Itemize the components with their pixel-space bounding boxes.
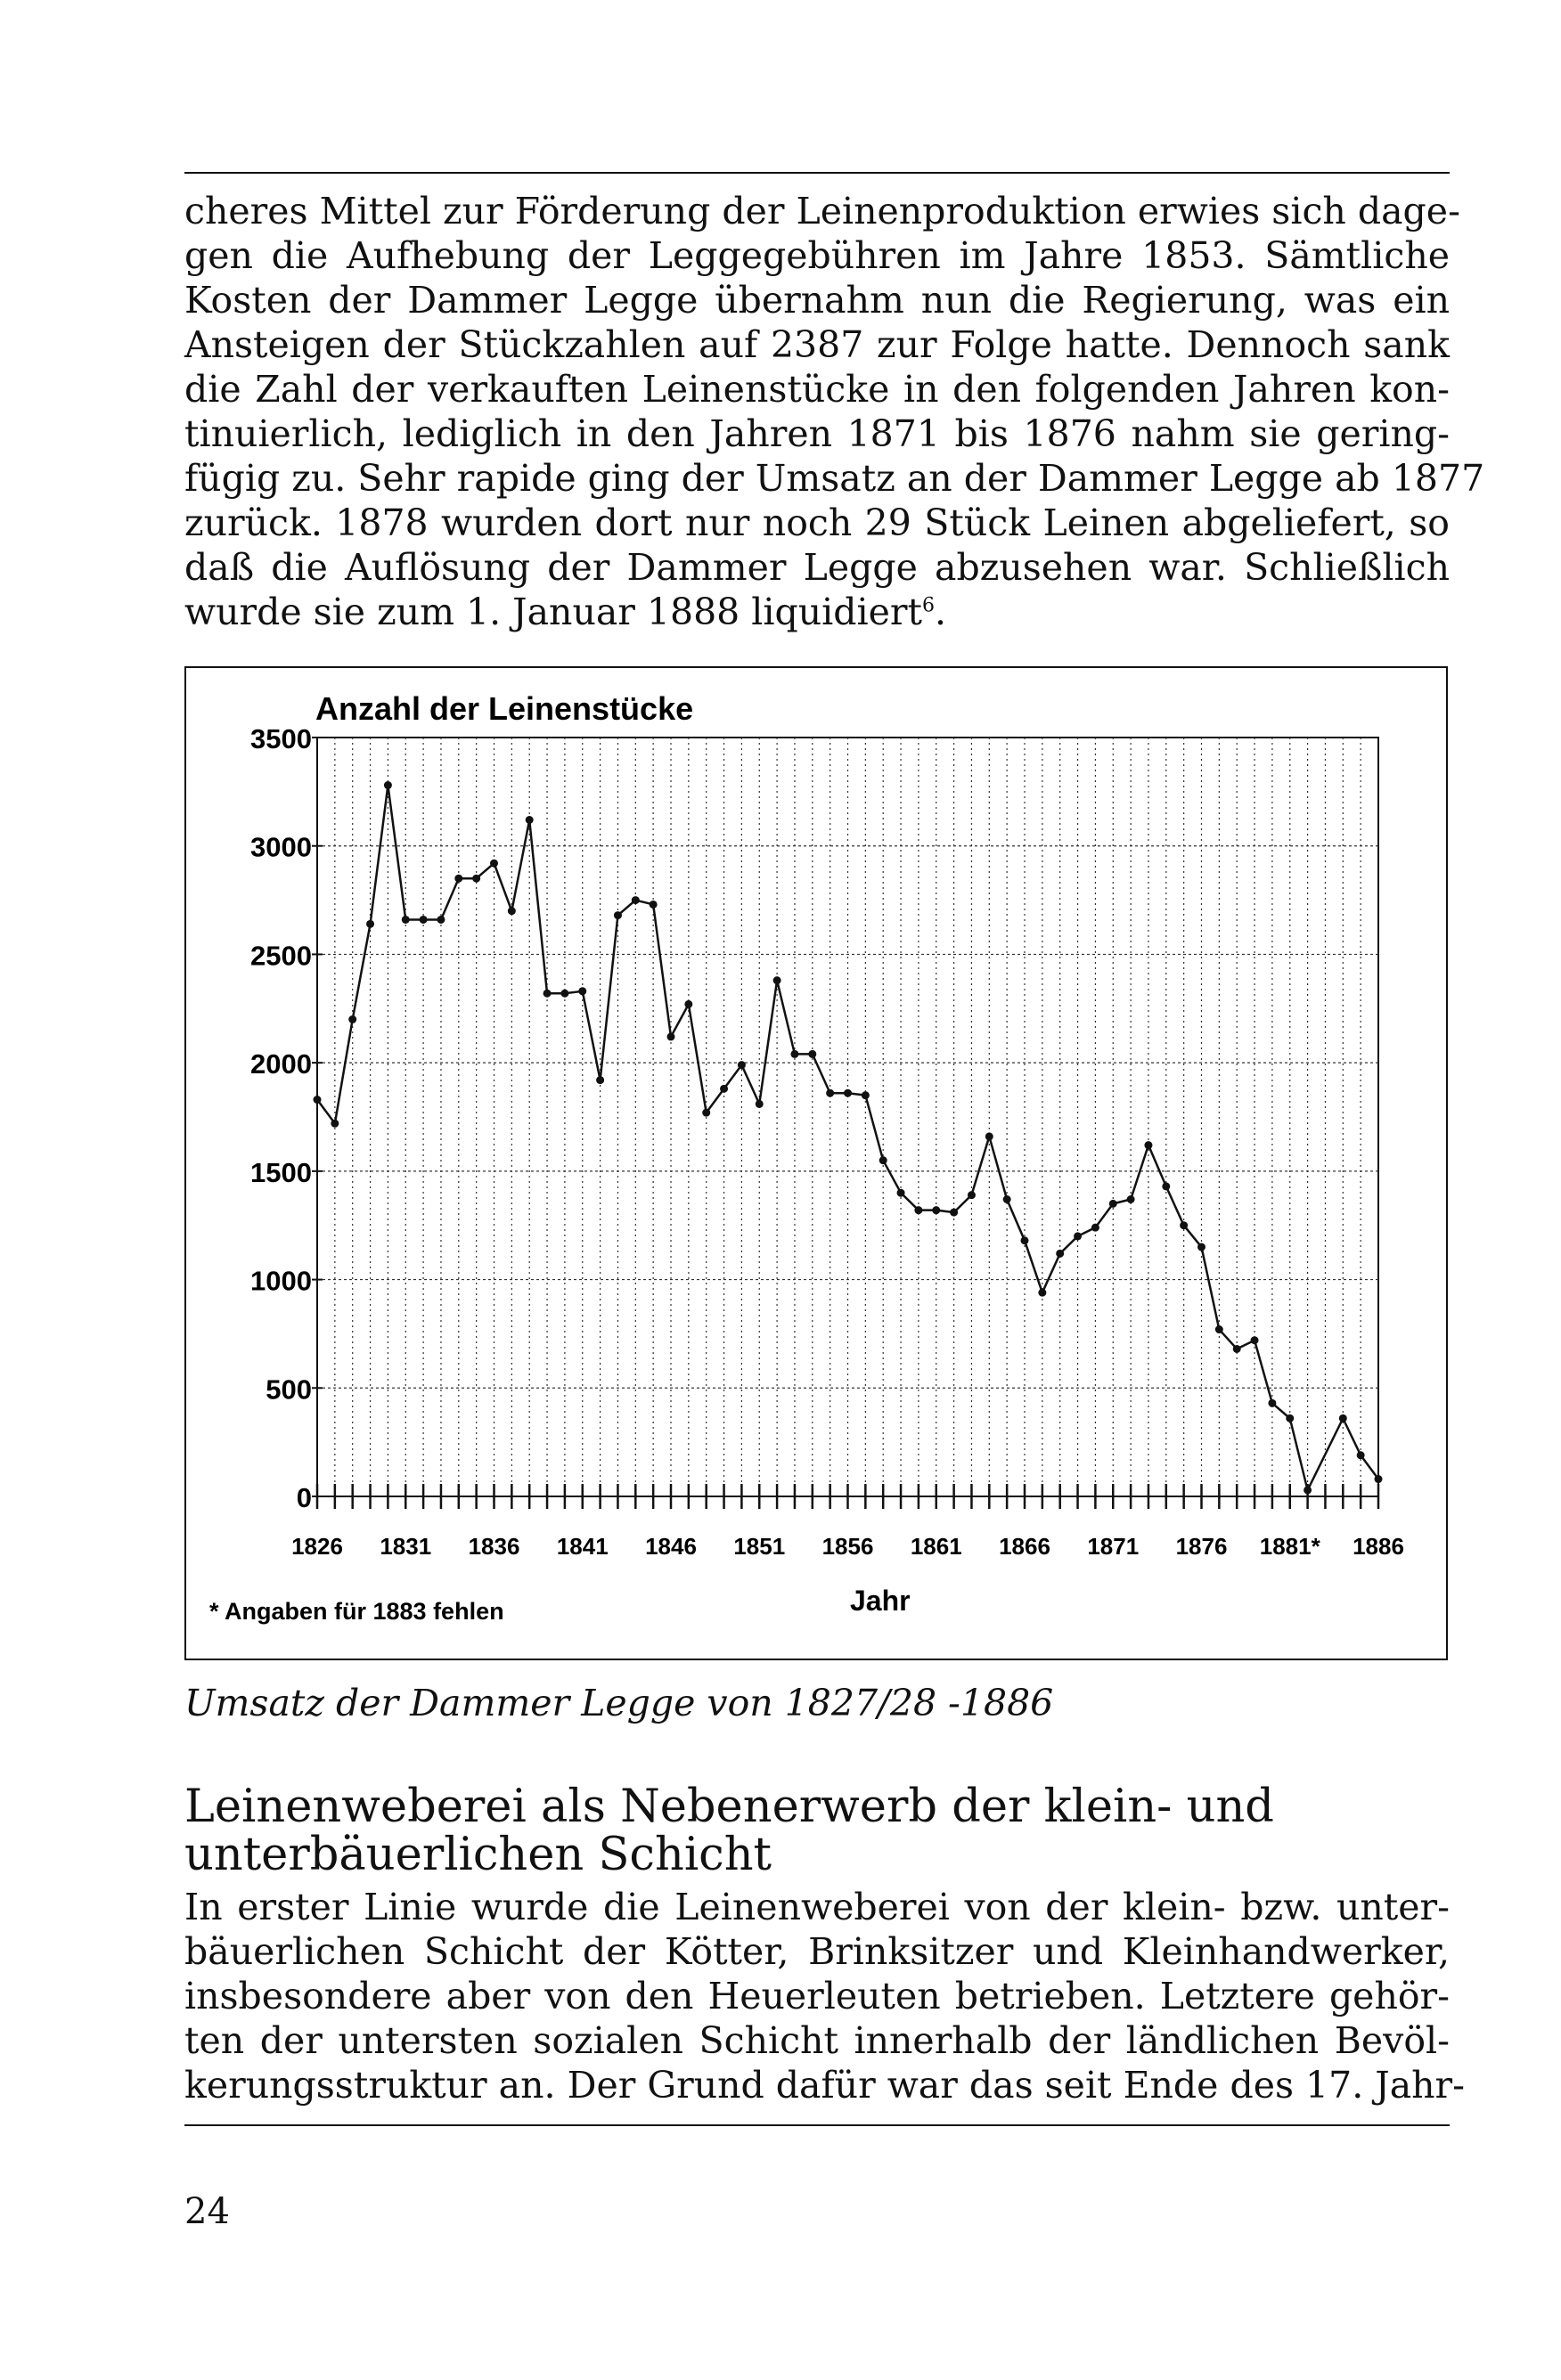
- x-tick-label: 1841: [556, 1533, 609, 1560]
- text-line: cheres Mittel zur Förderung der Leinenproduktion erwies sich dage-: [184, 190, 1460, 232]
- data-point: [596, 1076, 604, 1084]
- x-axis-label: Jahr: [850, 1585, 911, 1617]
- page-number: 24: [184, 2191, 230, 2232]
- data-point: [950, 1209, 958, 1217]
- data-point: [1109, 1200, 1117, 1208]
- data-point: [402, 916, 410, 924]
- x-tick-label: 1886: [1353, 1533, 1404, 1560]
- text-line: tinuierlich, lediglich in den Jahren 1871 bis 1876 nahm sie gering-: [184, 412, 1450, 455]
- text-line: Ansteigen der Stückzahlen auf 2387 zur Folge hatte. Dennoch sank: [184, 323, 1450, 366]
- data-point: [1180, 1221, 1188, 1229]
- x-tick-label: 1876: [1175, 1533, 1228, 1560]
- data-point: [756, 1100, 764, 1108]
- x-tick-label: 1826: [291, 1533, 343, 1560]
- data-point: [650, 901, 658, 909]
- data-point: [897, 1189, 905, 1197]
- figure-caption: Umsatz der Dammer Legge von 1827/28 -1886: [184, 1682, 1054, 1724]
- text-line: die Zahl der verkauften Leinenstücke in den folgenden Jahren kon-: [184, 368, 1450, 411]
- data-point: [1056, 1250, 1064, 1258]
- x-tick-label: 1861: [910, 1533, 962, 1560]
- text-line: Kosten der Dammer Legge übernahm nun die Regierung, was ein: [184, 279, 1450, 322]
- data-point: [1304, 1486, 1312, 1494]
- data-point: [1268, 1399, 1276, 1407]
- text-line: zurück. 1878 wurden dort nur noch 29 Stück Leinen abgeliefert, so: [184, 501, 1450, 544]
- data-point: [437, 916, 445, 924]
- data-point: [1357, 1451, 1365, 1459]
- heading-line: unterbäuerlichen Schicht: [184, 1829, 772, 1881]
- data-point: [1251, 1336, 1259, 1344]
- data-point: [314, 1096, 322, 1104]
- x-tick-label: 1881*: [1259, 1533, 1320, 1560]
- data-point: [490, 860, 498, 868]
- data-point: [472, 875, 480, 883]
- chart-title: Anzahl der Leinenstücke: [315, 690, 694, 727]
- data-point: [1197, 1243, 1205, 1251]
- text-line: ten der untersten sozialen Schicht innerhalb der ländlichen Bevöl-: [184, 2019, 1450, 2062]
- data-point: [790, 1050, 798, 1058]
- x-tick-label: 1836: [468, 1533, 520, 1560]
- data-point: [826, 1089, 834, 1097]
- x-tick-label: 1846: [645, 1533, 697, 1560]
- data-point: [1144, 1141, 1152, 1149]
- bottom-rule: [184, 2124, 1450, 2126]
- data-point: [932, 1206, 940, 1214]
- text-line: bäuerlichen Schicht der Kötter, Brinksitzer und Kleinhandwerker,: [184, 1930, 1450, 1973]
- data-point: [384, 781, 392, 789]
- x-tick-label: 1856: [821, 1533, 874, 1560]
- chart-note: * Angaben für 1883 fehlen: [209, 1598, 504, 1625]
- bottom-paragraph: [184, 1885, 1466, 2107]
- data-point: [1021, 1236, 1029, 1244]
- y-tick-label: 3500: [250, 723, 312, 754]
- x-tick-label: 1871: [1087, 1533, 1140, 1560]
- data-point: [879, 1156, 887, 1164]
- y-tick-label: 0: [296, 1482, 312, 1513]
- line-chart: [186, 668, 1446, 1659]
- data-point: [614, 911, 622, 919]
- data-point: [560, 990, 568, 998]
- chart-frame: [184, 666, 1448, 1660]
- top-paragraph: [184, 189, 1485, 634]
- data-point: [1038, 1289, 1046, 1297]
- data-point: [632, 896, 640, 904]
- data-point: [720, 1085, 728, 1093]
- y-tick-label: 500: [266, 1373, 312, 1406]
- data-point: [808, 1050, 816, 1058]
- data-point: [985, 1132, 993, 1140]
- top-rule: [184, 172, 1450, 174]
- text-line: gen die Aufhebung der Leggegebühren im Jahre 1853. Sämtliche: [184, 234, 1450, 277]
- data-point: [1233, 1345, 1241, 1353]
- data-point: [508, 907, 516, 915]
- y-tick-label: 1500: [250, 1156, 312, 1188]
- data-point: [543, 990, 552, 998]
- y-tick-label: 2500: [250, 940, 312, 972]
- data-point: [862, 1091, 870, 1099]
- data-point: [1003, 1195, 1011, 1203]
- section-heading: [184, 1783, 1450, 1879]
- data-point: [1074, 1232, 1082, 1240]
- heading-line: Leinenweberei als Nebenerwerb der klein- und: [184, 1781, 1274, 1833]
- text-line: kerungsstruktur an. Der Grund dafür war das seit Ende des 17. Jahr-: [184, 2064, 1466, 2107]
- data-point: [1127, 1195, 1135, 1203]
- data-point: [420, 916, 428, 924]
- x-tick-label: 1851: [733, 1533, 786, 1560]
- text-line: insbesondere aber von den Heuerleuten betrieben. Letztere gehör-: [184, 1975, 1450, 2017]
- data-point: [844, 1089, 852, 1097]
- text-line: fügig zu. Sehr rapide ging der Umsatz an der Dammer Legge ab 1877: [184, 457, 1485, 500]
- text-line: wurde sie zum 1. Januar 1888 liquidiert: [184, 591, 922, 633]
- data-point: [578, 987, 586, 995]
- data-point: [1375, 1475, 1383, 1483]
- data-point: [526, 816, 534, 824]
- x-tick-label: 1866: [999, 1533, 1050, 1560]
- text-line: In erster Linie wurde die Leinenweberei von der klein- bzw. unter-: [184, 1886, 1450, 1928]
- data-point: [968, 1191, 976, 1199]
- data-point: [1286, 1414, 1294, 1422]
- data-point: [1339, 1414, 1347, 1422]
- data-point: [684, 1000, 692, 1008]
- data-point: [454, 875, 462, 883]
- footnote-ref: 6: [922, 594, 935, 617]
- y-tick-label: 2000: [250, 1048, 312, 1080]
- data-point: [738, 1061, 746, 1069]
- data-point: [667, 1032, 675, 1040]
- y-tick-label: 3000: [250, 831, 312, 863]
- data-point: [773, 976, 781, 984]
- data-point: [914, 1206, 922, 1214]
- text-line: daß die Auflösung der Dammer Legge abzusehen war. Schließlich: [184, 546, 1450, 589]
- data-point: [348, 1015, 356, 1023]
- data-point: [331, 1120, 339, 1128]
- x-tick-label: 1831: [380, 1533, 432, 1560]
- grid: [317, 738, 1378, 1496]
- y-tick-label: 1000: [250, 1265, 312, 1297]
- data-point: [366, 920, 374, 928]
- sentence-end: .: [935, 591, 947, 633]
- data-point: [1215, 1325, 1223, 1333]
- data-point: [702, 1109, 710, 1117]
- data-point: [1162, 1182, 1170, 1190]
- axes: [250, 723, 1404, 1560]
- data-point: [1091, 1224, 1099, 1232]
- text-line-last: [184, 590, 1450, 634]
